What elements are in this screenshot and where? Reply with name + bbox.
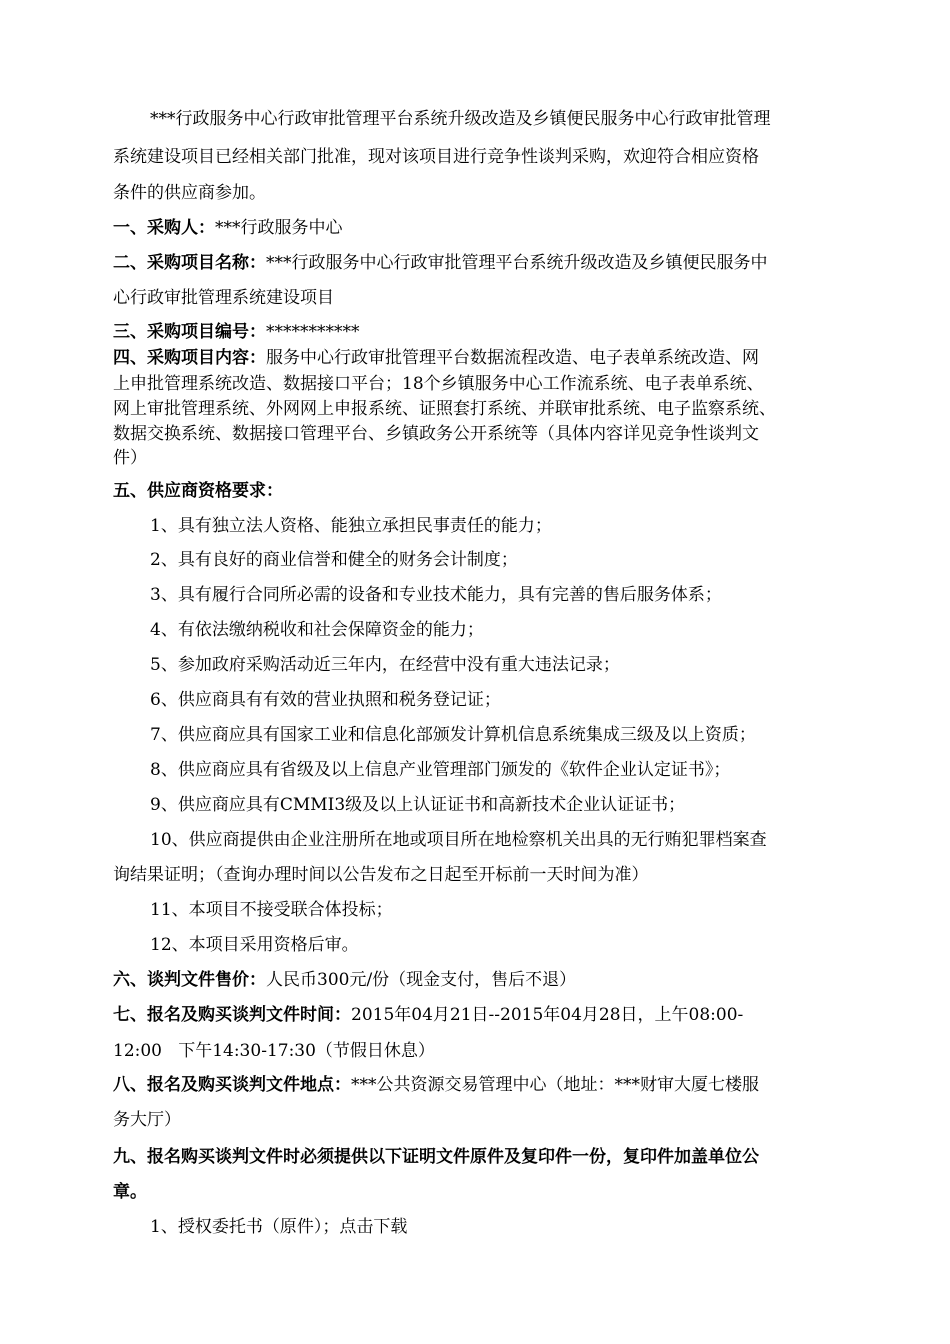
intro-line-3: 条件的供应商参加。 [113, 183, 266, 203]
qualification-item: 3、具有履行合同所必需的设备和专业技术能力，具有完善的售后服务体系； [150, 585, 722, 605]
section-label: 八、报名及购买谈判文件地点： [113, 1075, 351, 1095]
qualification-item: 7、供应商应具有国家工业和信息化部颁发计算机信息系统集成三级及以上资质； [150, 725, 756, 745]
qualification-item: 11、本项目不接受联合体投标； [150, 900, 393, 920]
content-line: 上申批管理系统改造、数据接口平台；18个乡镇服务中心工作流系统、电子表单系统、 [113, 374, 764, 394]
qualification-item: 4、有依法缴纳税收和社会保障资金的能力； [150, 620, 484, 640]
section-project-name-cont: 心行政审批管理系统建设项目 [113, 288, 334, 308]
section-project-name [113, 252, 768, 274]
section-value: *********** [266, 322, 360, 342]
registration-place-cont: 务大厅） [113, 1110, 181, 1130]
section-value: 2015年04月21日--2015年04月28日，上午08:00- [351, 1005, 744, 1025]
content-line: 数据交换系统、数据接口管理平台、乡镇政务公开系统等（具体内容详见竞争性谈判文 [113, 424, 759, 444]
section-value: ***公共资源交易管理中心（地址：***财审大厦七楼服 [351, 1075, 759, 1095]
intro-line-1: ***行政服务中心行政审批管理平台系统升级改造及乡镇便民服务中心行政审批管理 [150, 109, 771, 129]
section-purchaser [113, 217, 343, 239]
section-required-docs: 九、报名购买谈判文件时必须提供以下证明文件原件及复印件一份，复印件加盖单位公 [113, 1147, 759, 1167]
section-label: 二、采购项目名称： [113, 253, 266, 273]
section-label: 七、报名及购买谈判文件时间： [113, 1005, 351, 1025]
section-label: 六、谈判文件售价： [113, 970, 266, 990]
section-qualifications: 五、供应商资格要求： [113, 481, 283, 501]
content-line: 件） [113, 448, 147, 468]
qualification-item: 1、具有独立法人资格、能独立承担民事责任的能力； [150, 516, 552, 536]
section-label: 三、采购项目编号： [113, 322, 266, 342]
section-value: 服务中心行政审批管理平台数据流程改造、电子表单系统改造、网 [266, 348, 759, 368]
qualification-item: 2、具有良好的商业信誉和健全的财务会计制度； [150, 550, 518, 570]
qualification-item: 9、供应商应具有CMMI3级及以上认证证书和高新技术企业认证证书； [150, 795, 686, 815]
section-value: 人民币300元/份（现金支付，售后不退） [266, 970, 577, 990]
qualification-item: 10、供应商提供由企业注册所在地或项目所在地检察机关出具的无行贿犯罪档案查 [150, 830, 767, 850]
section-price [113, 969, 576, 991]
registration-time-cont: 12:00 下午14:30-17:30（节假日休息） [113, 1041, 435, 1061]
intro-line-2: 系统建设项目已经相关部门批准，现对该项目进行竞争性谈判采购，欢迎符合相应资格 [113, 147, 759, 167]
qualification-item-cont: 询结果证明；（查询办理时间以公告发布之日起至开标前一天时间为准） [113, 865, 649, 885]
section-value: ***行政服务中心 [215, 218, 343, 238]
qualification-item: 8、供应商应具有省级及以上信息产业管理部门颁发的《软件企业认定证书》； [150, 760, 731, 780]
section-label: 四、采购项目内容： [113, 348, 266, 368]
section-project-content [113, 347, 759, 369]
section-label: 一、采购人： [113, 218, 215, 238]
required-doc-item: 1、授权委托书（原件）；点击下载 [150, 1217, 408, 1237]
content-line: 网上审批管理系统、外网网上申报系统、证照套打系统、并联审批系统、电子监察系统、 [113, 399, 776, 419]
section-value: ***行政服务中心行政审批管理平台系统升级改造及乡镇便民服务中 [266, 253, 768, 273]
qualification-item: 6、供应商具有有效的营业执照和税务登记证； [150, 690, 501, 710]
section-registration-time [113, 1004, 743, 1026]
section-registration-place [113, 1074, 759, 1096]
section-required-docs-cont: 章。 [113, 1182, 147, 1202]
section-project-number [113, 321, 360, 343]
qualification-item: 5、参加政府采购活动近三年内，在经营中没有重大违法记录； [150, 655, 620, 675]
qualification-item: 12、本项目采用资格后审。 [150, 935, 359, 955]
